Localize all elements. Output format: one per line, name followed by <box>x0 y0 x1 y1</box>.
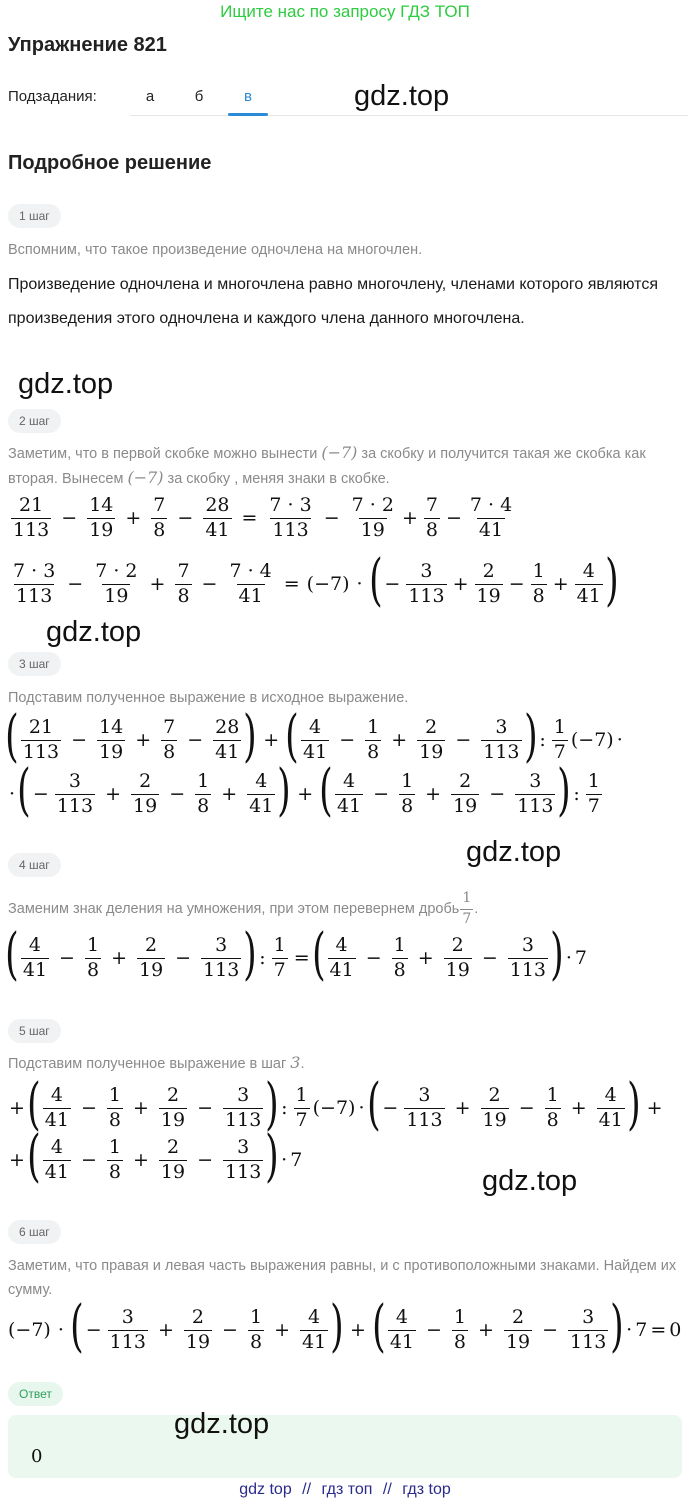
formula: ( $\frac{21}{113}$ − $\frac{14}{19}$ + $\frac{7}{8}$ − $\frac{28}{41}$ ) + ( $\frac{4}{41}$ − $\frac{1}{8}$ + $\frac{2}{19}$ − $\frac{3}{113}$ ) : $\frac{1}{7}$ (−7) · <box>5 704 623 769</box>
step-hint <box>8 441 680 491</box>
step-hint: Вспомним, что такое произведение одночлена на многочлен. <box>8 242 423 258</box>
watermark: gdz.top <box>174 1408 270 1440</box>
step-badge: 1 шаг <box>8 204 61 228</box>
step-hint: Заметим, что правая и левая часть выражения равны, и с противоположными знаками. Найдем их сумму. <box>8 1258 677 1298</box>
watermark: gdz.top <box>466 836 562 868</box>
section-title: Подробное решение <box>8 152 212 174</box>
hint-text: за скобку и получится такая же скобка как вторая. Вынесем <box>8 446 646 487</box>
formula: + ( $\frac{4}{41}$ − $\frac{1}{8}$ + $\frac{2}{19}$ − $\frac{3}{113}$ ) : $\frac{1}{7}$ (−7) · ( − $\frac{3}{113}$ + $\frac{2}{19}$ − $\frac{1}{8}$ + $\frac{4}{41}$ ) + <box>9 1072 663 1137</box>
tab-b[interactable]: б <box>194 88 204 105</box>
hint-math: (−7) <box>127 468 164 487</box>
hint-math: (−7) <box>321 443 358 462</box>
footer-link[interactable]: гдз топ <box>321 1481 373 1498</box>
footer-link[interactable]: gdz top <box>239 1481 292 1498</box>
step-badge: 4 шаг <box>8 853 61 877</box>
watermark: gdz.top <box>18 368 114 400</box>
step-badge: 2 шаг <box>8 409 61 433</box>
formula: · ( − $\frac{3}{113}$ + $\frac{2}{19}$ − $\frac{1}{8}$ + $\frac{4}{41}$ ) + ( $\frac{4}{41}$ − $\frac{1}{8}$ + $\frac{2}{19}$ − $\frac{3}{113}$ ) : $\frac{1}{7}$ <box>9 758 600 823</box>
footer-separator: // <box>302 1481 312 1498</box>
formula: + ( $\frac{4}{41}$ − $\frac{1}{8}$ + $\frac{2}{19}$ − $\frac{3}{113}$ ) · 7 <box>9 1124 303 1189</box>
tab-v[interactable]: в <box>244 88 252 105</box>
step-hint: Подставим полученное выражение в исходное выражение. <box>8 690 409 706</box>
hint-math: 3 <box>290 1053 301 1072</box>
watermark: gdz.top <box>46 616 142 648</box>
footer-link[interactable]: гдз top <box>402 1481 451 1498</box>
step-text: Произведение одночлена и многочлена равно многочлену, членами которого являются произведения этого одночлена и каждого члена данного многочлена. <box>8 276 658 327</box>
step-badge: 5 шаг <box>8 1019 61 1043</box>
step-hint <box>8 883 680 935</box>
answer-box <box>8 1415 682 1478</box>
step-badge: 3 шаг <box>8 652 61 676</box>
search-banner[interactable]: Ищите нас по запросу ГДЗ ТОП <box>220 2 470 21</box>
hint-fraction: $\frac{1}{7}$ <box>462 890 472 927</box>
formula: $\frac{21}{113}$ − $\frac{14}{19}$ + $\frac{7}{8}$ − $\frac{28}{41}$ = $\frac{7 \cdot 3}{113}$ − $\frac{7 \cdot 2}{19}$ + $\frac{7}{8}$ − $\frac{7 \cdot 4}{41}$ <box>13 494 513 541</box>
subtasks-label: Подзадания: <box>8 88 97 105</box>
formula: $\frac{7 \cdot 3}{113}$ − $\frac{7 \cdot 2}{19}$ + $\frac{7}{8}$ − $\frac{7 \cdot 4}{41}$ = (−7) · ( − $\frac{3}{113}$ + $\frac{2}{19}$ − $\frac{1}{8}$ + $\frac{4}{41}$ ) <box>13 548 619 613</box>
hint-text: . <box>300 1056 305 1072</box>
hint-text: за скобку , меняя знаки в скобке. <box>163 471 390 487</box>
hint-text: Подставим полученное выражение в шаг <box>8 1056 291 1072</box>
watermark: gdz.top <box>354 80 450 112</box>
page-title: Упражнение 821 <box>8 34 167 56</box>
step-badge: 6 шаг <box>8 1220 61 1244</box>
hint-text: Заметим, что в первой скобке можно вынести <box>8 446 322 462</box>
formula: ( $\frac{4}{41}$ − $\frac{1}{8}$ + $\frac{2}{19}$ − $\frac{3}{113}$ ) : $\frac{1}{7}$ = ( $\frac{4}{41}$ − $\frac{1}{8}$ + $\frac{2}{19}$ − $\frac{3}{113}$ ) · 7 <box>5 922 587 987</box>
active-tab-indicator <box>228 113 268 116</box>
step-hint <box>8 1051 680 1076</box>
footer-links <box>0 1481 690 1499</box>
formula: (−7) · ( − $\frac{3}{113}$ + $\frac{2}{19}$ − $\frac{1}{8}$ + $\frac{4}{41}$ ) + ( $\frac{4}{41}$ − $\frac{1}{8}$ + $\frac{2}{19}$ − $\frac{3}{113}$ ) · 7 = 0 <box>8 1294 682 1359</box>
answer-value: 0 <box>31 1446 43 1467</box>
watermark: gdz.top <box>482 1165 578 1197</box>
tab-a[interactable]: а <box>145 88 155 105</box>
hint-text: Заменим знак деления на умножения, при этом перевернем дробь <box>8 901 460 917</box>
hint-text: . <box>474 901 479 917</box>
subtasks-divider <box>130 115 688 116</box>
footer-separator: // <box>382 1481 392 1498</box>
answer-badge: Ответ <box>8 1382 63 1406</box>
